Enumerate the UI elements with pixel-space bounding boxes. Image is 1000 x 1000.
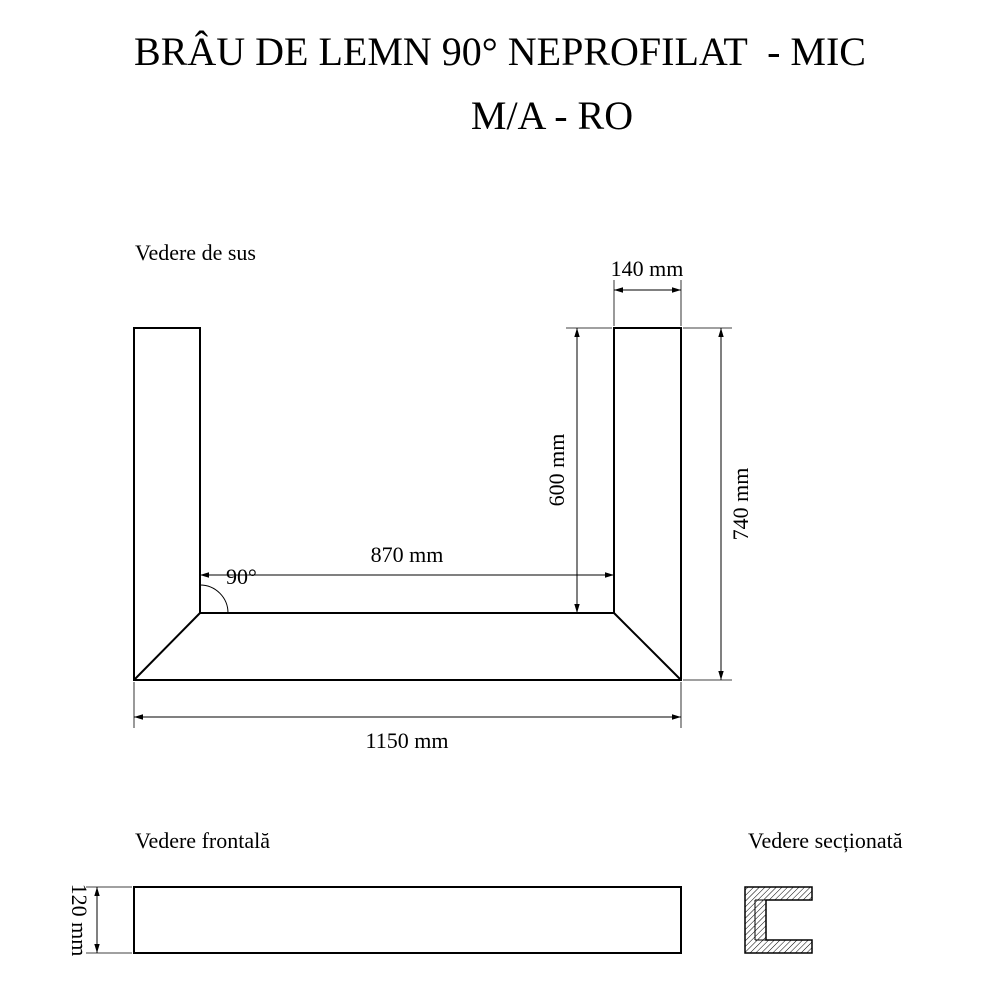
title-line-2: M/A - RO: [470, 93, 634, 138]
dim-600-label: 600 mm: [544, 433, 569, 507]
top-view-shape: [134, 328, 681, 680]
angle-label: 90°: [226, 564, 257, 589]
front-view-label: Vedere frontală: [135, 828, 270, 853]
dim-1150-label: 1150 mm: [365, 728, 449, 753]
front-view-shape: [134, 887, 681, 953]
top-view-label: Vedere de sus: [135, 240, 256, 265]
dim-870-label: 870 mm: [370, 542, 444, 567]
dim-740-label: 740 mm: [728, 467, 753, 541]
angle-arc: [200, 585, 228, 613]
dim-140-label: 140 mm: [610, 256, 684, 281]
section-view-shape: [745, 887, 812, 953]
section-view-label: Vedere secționată: [748, 828, 903, 853]
title-line-1: BRÂU DE LEMN 90° NEPROFILAT - MIC: [134, 29, 866, 74]
dim-120-label: 120 mm: [67, 883, 92, 957]
